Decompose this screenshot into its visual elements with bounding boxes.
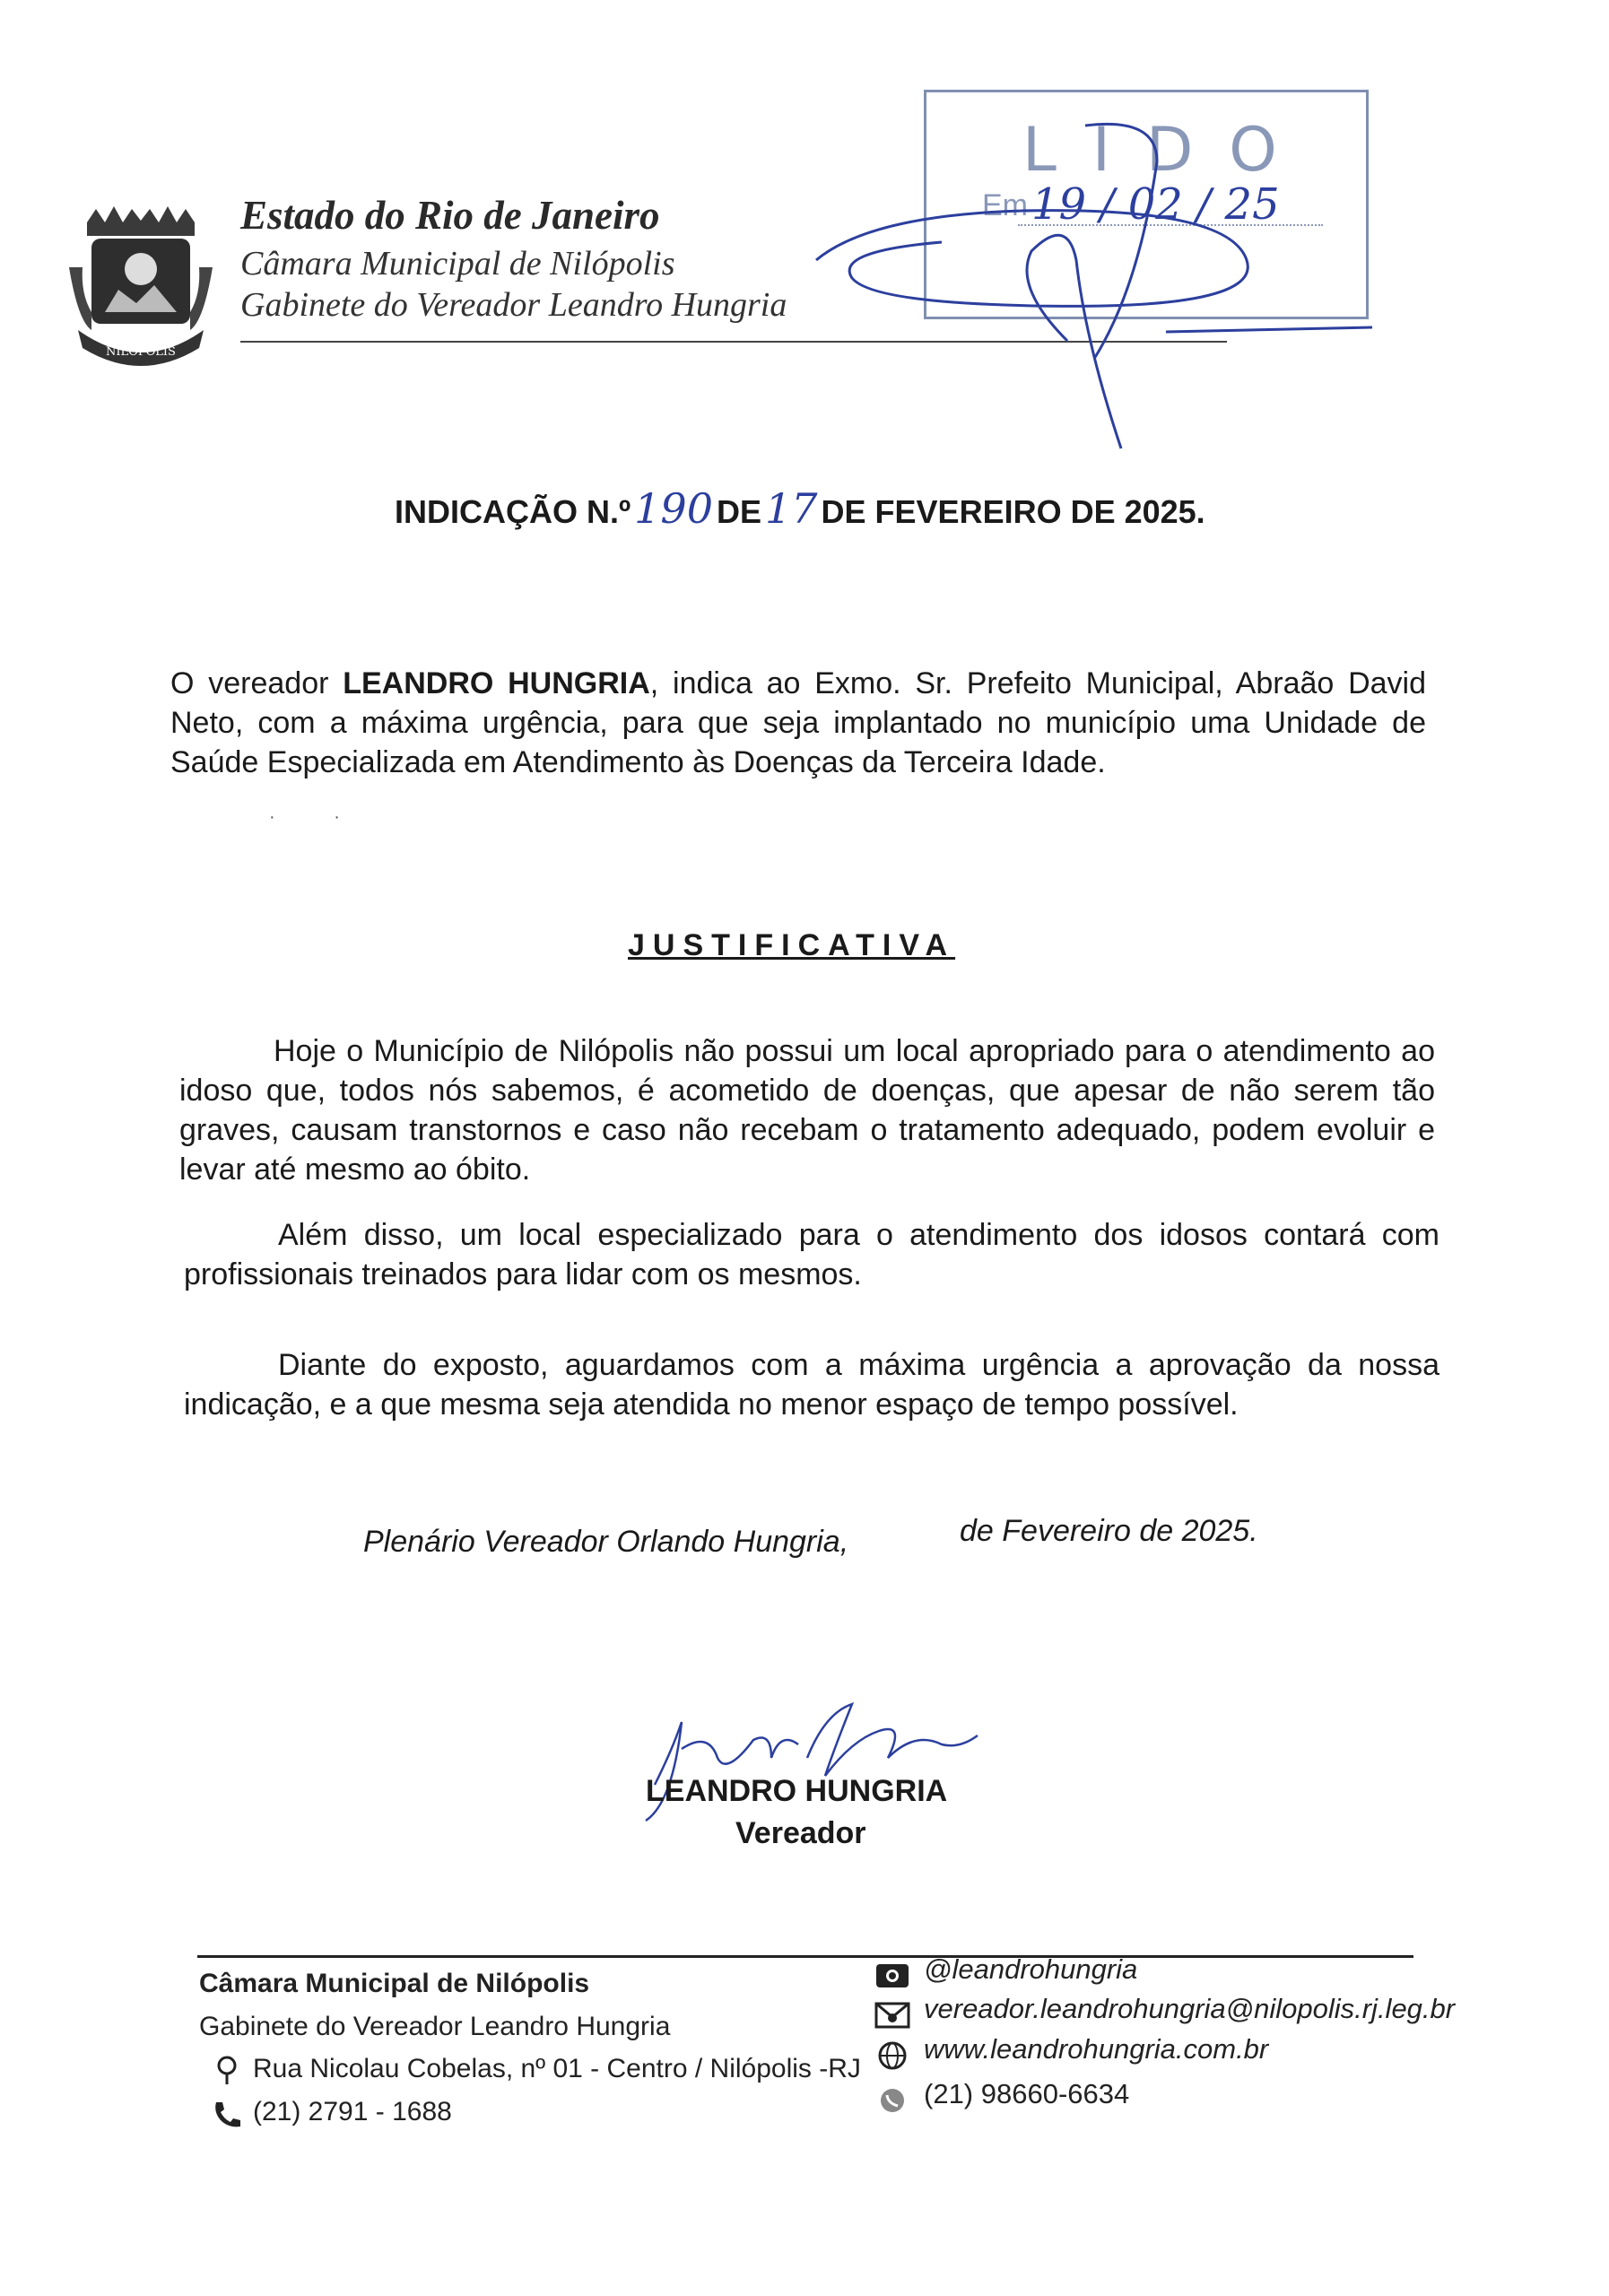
- title-suffix: DE FEVEREIRO DE 2025.: [821, 493, 1205, 530]
- intro-text-1: O vereador: [170, 666, 344, 700]
- title-number: 190: [634, 484, 713, 533]
- handwritten-signature: [619, 1695, 996, 1830]
- coat-of-arms-text: NILÓPOLIS: [106, 345, 176, 359]
- stamp-word: LIDO: [1022, 115, 1313, 186]
- footer-email[interactable]: vereador.leandrohungria@nilopolis.rj.leg.br: [924, 1993, 1456, 2024]
- stamp-date-prefix: Em: [982, 188, 1028, 222]
- intro-name: LEANDRO HUNGRIA: [343, 666, 650, 700]
- intro-paragraph: [170, 664, 1426, 782]
- footer-website[interactable]: www.leandrohungria.com.br: [924, 2033, 1269, 2065]
- closing-date: de Fevereiro de 2025.: [960, 1514, 1258, 1548]
- title-de: DE: [716, 493, 761, 530]
- header-chamber: Câmara Municipal de Nilópolis: [240, 245, 675, 283]
- signatory-name: LEANDRO HUNGRIA: [646, 1774, 948, 1808]
- footer-office: Gabinete do Vereador Leandro Hungria: [199, 2012, 671, 2041]
- footer-org: Câmara Municipal de Nilópolis: [199, 1969, 590, 1998]
- title-day: 17: [764, 484, 818, 533]
- stray-marks: · ·: [269, 807, 367, 827]
- header-office: Gabinete do Vereador Leandro Hungria: [240, 286, 787, 324]
- justification-paragraph-3: Diante do exposto, aguardamos com a máxima urgência a aprovação da nossa indicação, e a que mesma seja atendida no menor espaço de tempo possível.: [184, 1348, 1439, 1422]
- header-state: Estado do Rio de Janeiro: [240, 193, 660, 238]
- closing-place: Plenário Vereador Orlando Hungria,: [363, 1525, 849, 1559]
- footer-address: Rua Nicolau Cobelas, nº 01 - Centro / Nilópolis -RJ: [253, 2054, 861, 2083]
- stamp-handwritten-signature: [798, 108, 1399, 457]
- footer-instagram[interactable]: @leandrohungria: [924, 1953, 1138, 1985]
- instagram-icon: [874, 1961, 910, 1991]
- signatory-role: Vereador: [735, 1816, 866, 1850]
- intro-text-2: , indica ao Exmo. Sr. Prefeito Municipal, Abraão David Neto, com a máxima urgência, para que seja implantado no município uma Unidade de Saúde Especializada em Atendimento às Doenças da Terceira Idade.: [170, 666, 1427, 779]
- justification-paragraph-1: Hoje o Município de Nilópolis não possui um local apropriado para o atendimento ao idoso que, todos nós sabemos, é acometido de doenças, que apesar de não serem tão graves, causam transtornos e caso não recebam o tratamento adequado, podem evoluir e levar até mesmo ao óbito.: [179, 1034, 1435, 1187]
- justification-paragraph-2: Além disso, um local especializado para o atendimento dos idosos contará com profissionais treinados para lidar com os mesmos.: [184, 1218, 1439, 1292]
- stamp-date: 19 / 02 / 25: [1031, 179, 1280, 230]
- phone-icon: [211, 2099, 243, 2131]
- title-prefix: INDICAÇÃO N.º: [395, 493, 631, 530]
- email-icon: [874, 2000, 910, 2031]
- footer-divider: [197, 1955, 1413, 1958]
- footer-phone: (21) 2791 - 1688: [253, 2097, 452, 2126]
- whatsapp-icon: [874, 2085, 910, 2116]
- location-pin-icon: [211, 2054, 243, 2086]
- footer-whatsapp[interactable]: (21) 98660-6634: [924, 2078, 1130, 2109]
- coat-of-arms-logo: [65, 204, 217, 366]
- indication-title: [395, 484, 1205, 533]
- globe-icon: [874, 2040, 910, 2071]
- justification-heading: JUSTIFICATIVA: [628, 928, 956, 962]
